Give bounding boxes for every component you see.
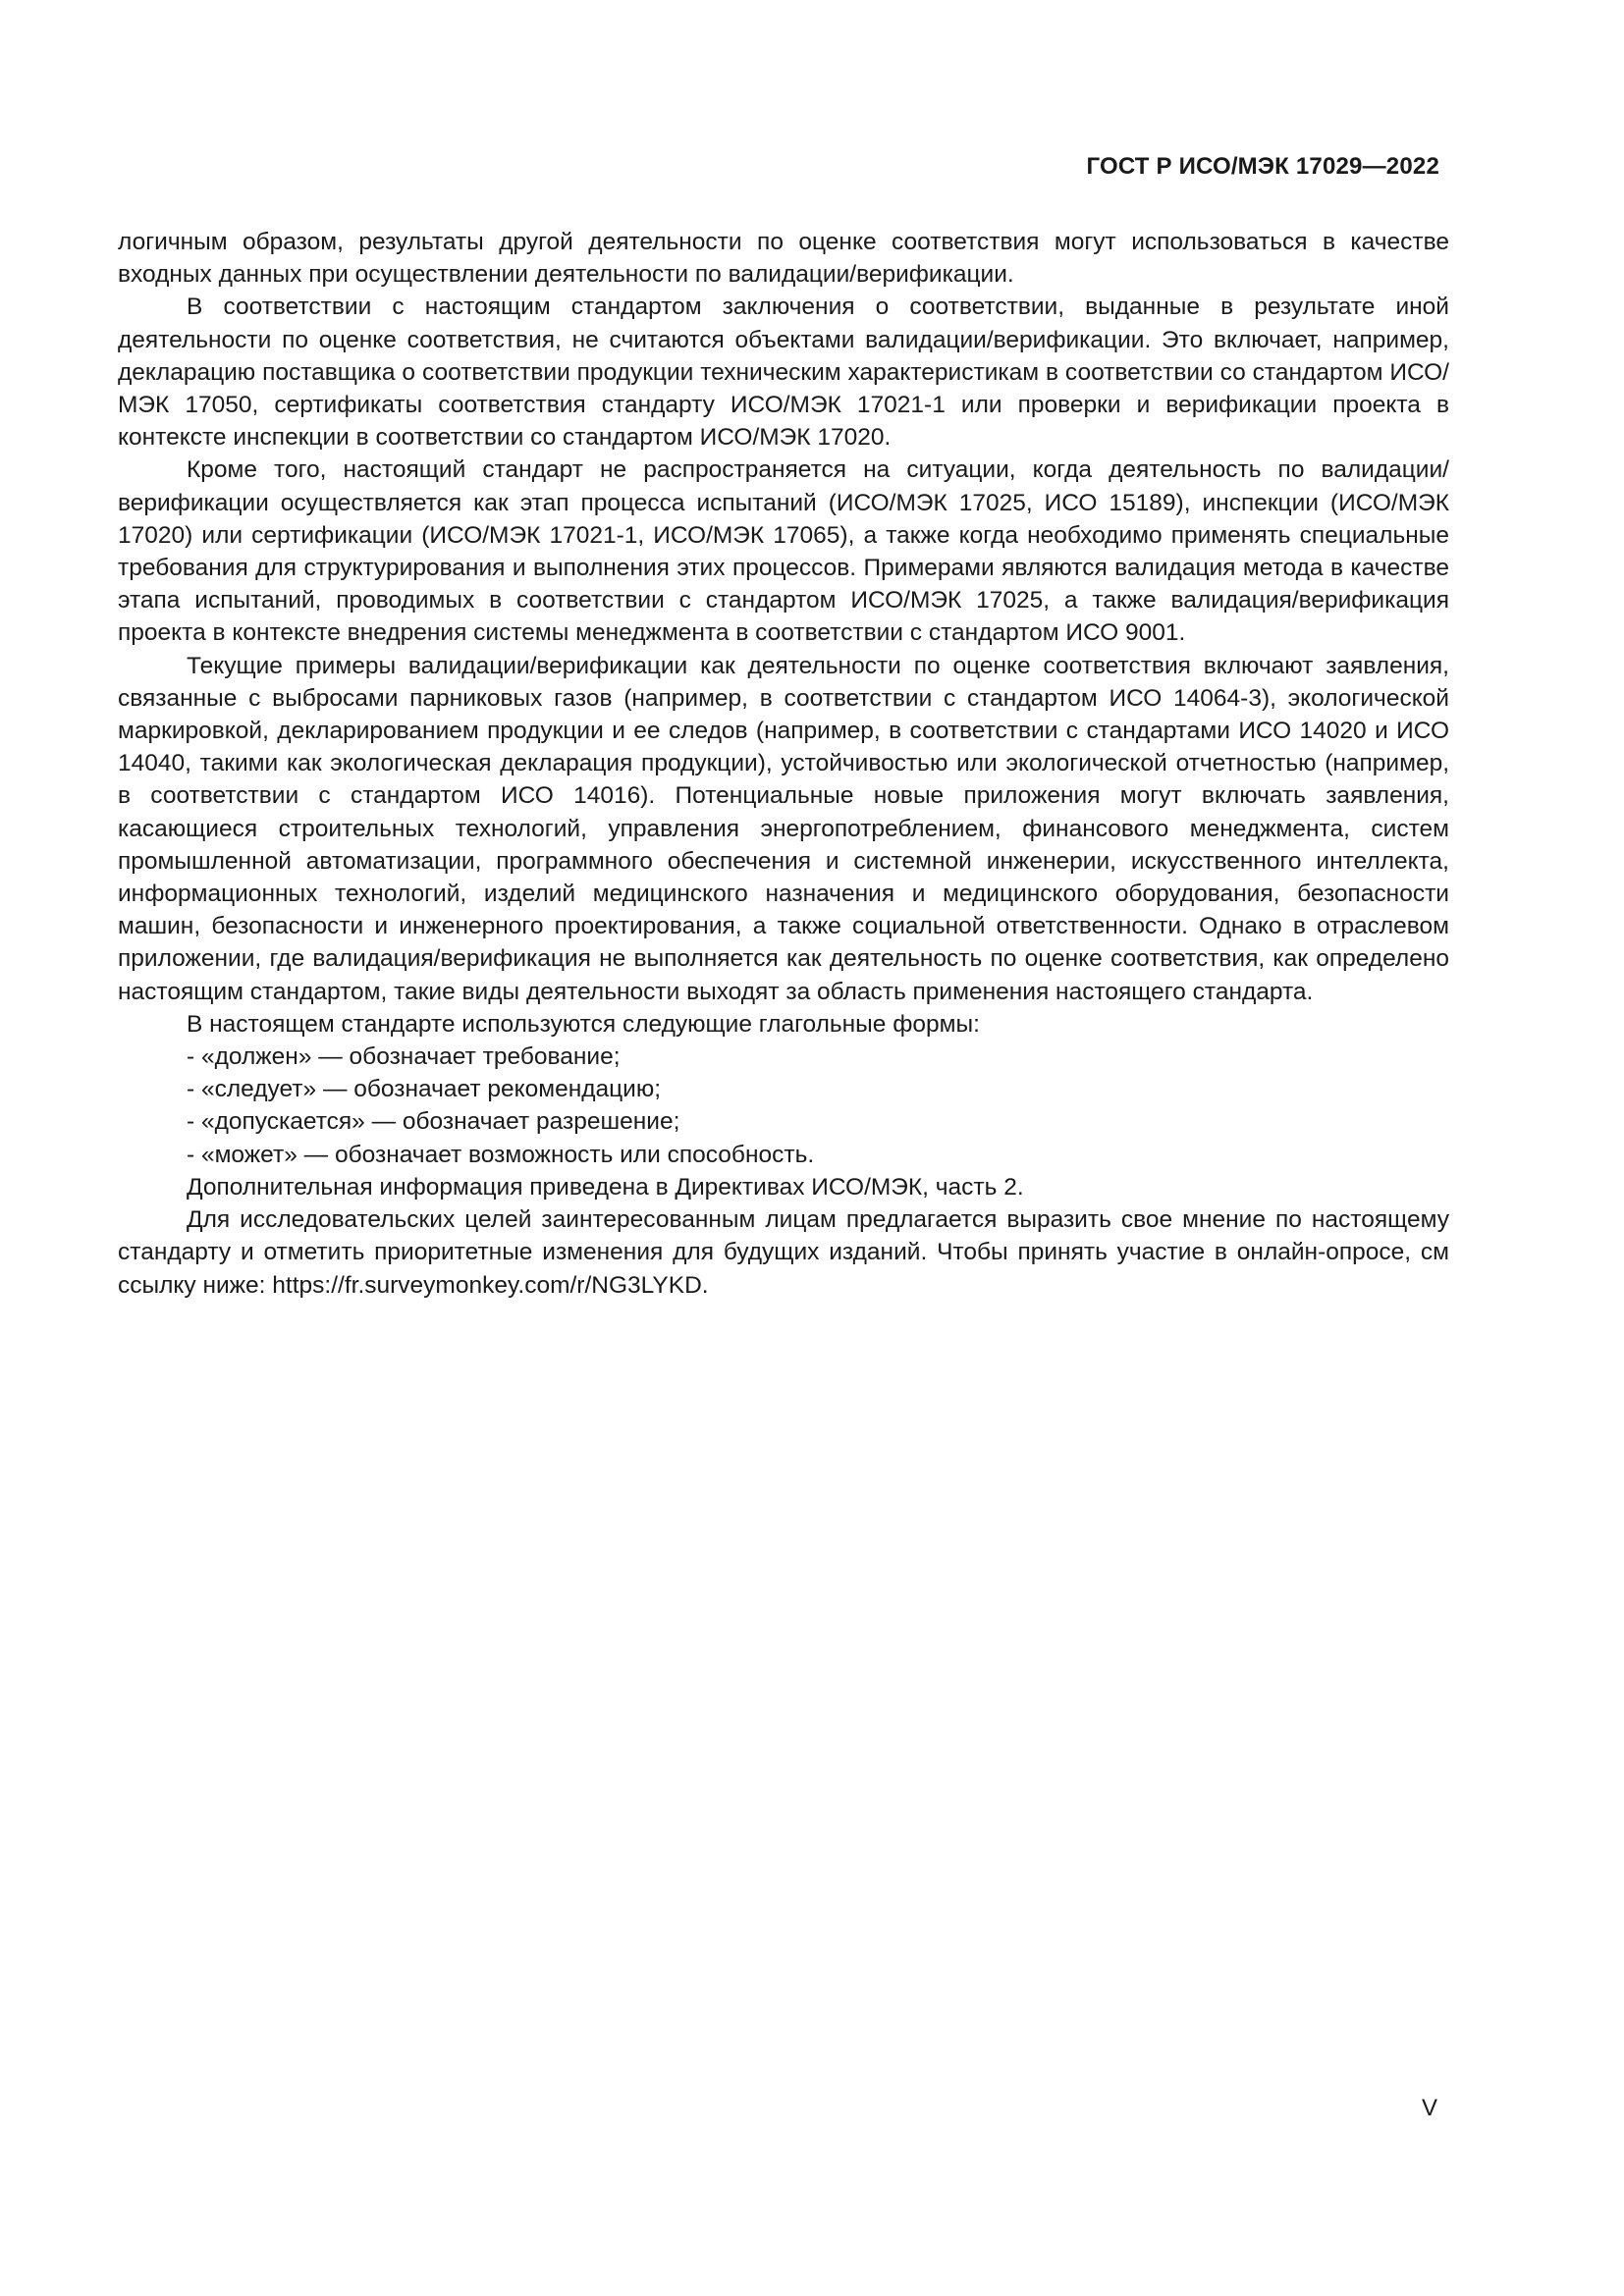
- paragraph-survey: Для исследовательских целей заинтересованным лицам предлагается выразить свое мнение по настоящему стандарту и отметить приоритетные изменения для будущих изданий. Чтобы принять участие в онлайн-опросе, см ссылку ниже: https://fr.surveymonkey.com/r/NG3LYKD.: [118, 1206, 1449, 1299]
- page-number: V: [1421, 2095, 1437, 2121]
- verb-form-item-should: - «следует» — обозначает рекомендацию;: [187, 1076, 662, 1103]
- paragraph-directives: Дополнительная информация приведена в Директивах ИСО/МЭК, часть 2.: [187, 1173, 1024, 1201]
- paragraph-1: логичным образом, результаты другой деятельности по оценке соответствия могут использоваться в качестве входных данных при осуществлении деятельности по валидации/верификации.: [118, 229, 1449, 289]
- paragraph-3: Кроме того, настоящий стандарт не распространяется на ситуации, когда деятельность по валидации/верификации осуществляется как этап процесса испытаний (ИСО/МЭК 17025, ИСО 15189), инспекции (ИСО/МЭК 17020) или сертификации (ИСО/МЭК 17021-1, ИСО/МЭК 17065), а также когда необходимо применять специальные требования для структурирования и выполнения этих процессов. Примерами являются валидация метода в качестве этапа испытаний, проводимых в соответствии с стандартом ИСО/МЭК 17025, а также валидация/верификация проекта в контексте внедрения системы менеджмента в соответствии с стандартом ИСО 9001.: [118, 456, 1449, 647]
- paragraph-2: В соответствии с настоящим стандартом заключения о соответствии, выданные в результате иной деятельности по оценке соответствия, не считаются объектами валидации/верификации. Это включает, например, декларацию поставщика о соответствии продукции техническим характеристикам в соответствии со стандартом ИСО/МЭК 17050, сертификаты соответствия стандарту ИСО/МЭК 17021-1 или проверки и верификации проекта в контексте инспекции в соответствии со стандартом ИСО/МЭК 17020.: [118, 294, 1449, 452]
- paragraph-verb-forms-intro: В настоящем стандарте используются следующие глагольные формы:: [187, 1010, 980, 1038]
- verb-form-item-must: - «должен» — обозначает требование;: [187, 1043, 621, 1071]
- verb-form-item-may: - «допускается» — обозначает разрешение;: [187, 1108, 680, 1136]
- document-body: [118, 226, 1449, 1302]
- document-header: ГОСТ Р ИСО/МЭК 17029—2022: [1086, 153, 1439, 180]
- verb-form-item-can: - «может» — обозначает возможность или способность.: [187, 1141, 815, 1168]
- paragraph-4: Текущие примеры валидации/верификации как деятельности по оценке соответствия включают заявления, связанные с выбросами парниковых газов (например, в соответствии с стандартом ИСО 14064-3), экологической маркировкой, декларированием продукции и ее следов (например, в соответствии с стандартами ИСО 14020 и ИСО 14040, такими как экологическая декларация продукции), устойчивостью или экологической отчетностью (например, в соответствии с стандартом ИСО 14016). Потенциальные новые приложения могут включать заявления, касающиеся строительных технологий, управления энергопотреблением, финансового менеджмента, систем промышленной автоматизации, программного обеспечения и системной инженерии, искусственного интеллекта, информационных технологий, изделий медицинского назначения и медицинского оборудования, безопасности машин, безопасности и инженерного проектирования, а также социальной ответственности. Однако в отраслевом приложении, где валидация/верификация не выполняется как деятельность по оценке соответствия, как определено настоящим стандартом, такие виды деятельности выходят за область применения настоящего стандарта.: [118, 652, 1449, 1005]
